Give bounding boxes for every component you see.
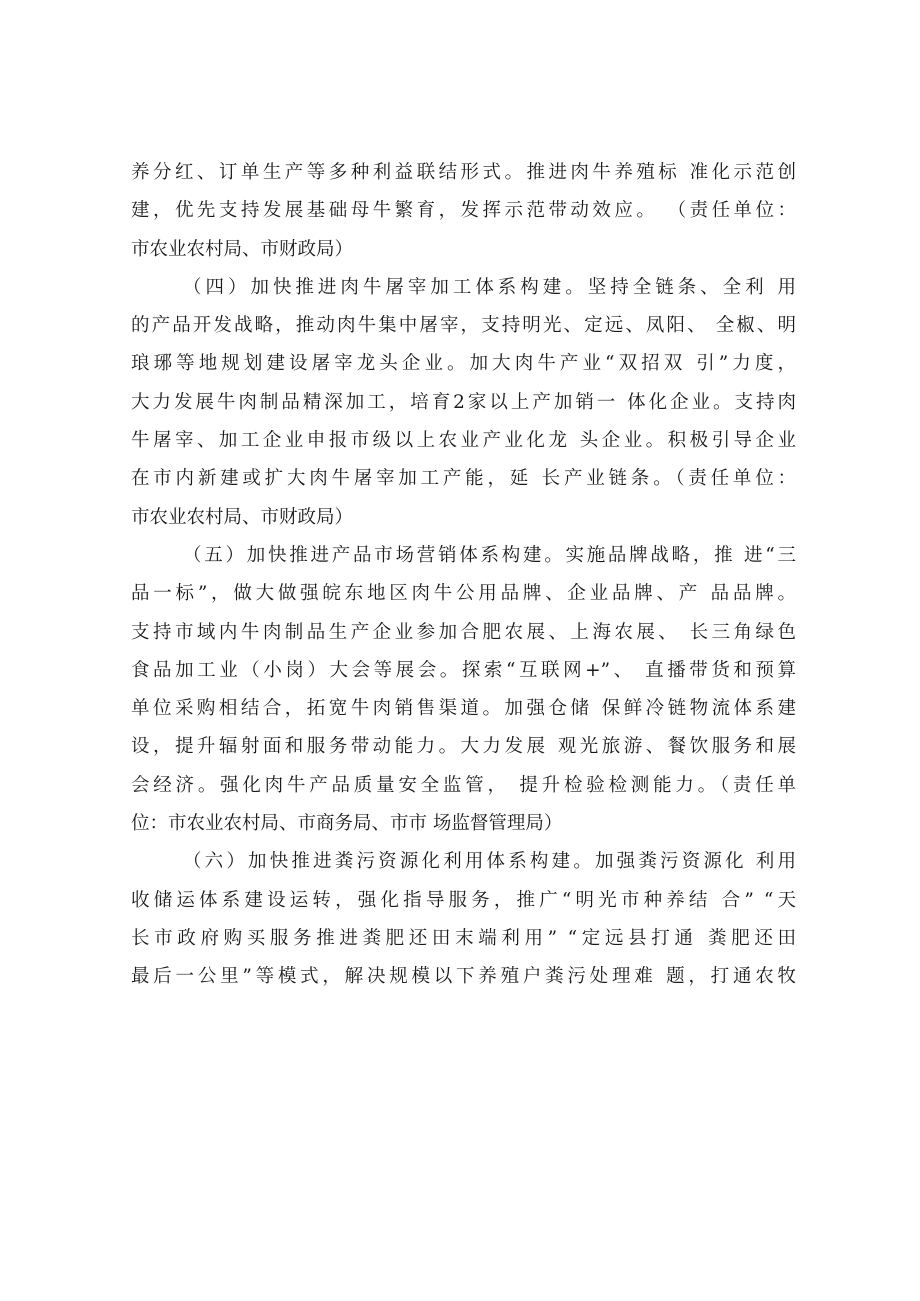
text-line: 市农业农村局、市财政局） [131, 238, 354, 260]
text-line: 会经济。强化肉牛产品质量安全监管， 提升检验检测能力。（责任单 [131, 774, 796, 796]
text-line: 设，提升辐射面和服务带动能力。大力发展 观光旅游、餐饮服务和展 [131, 736, 796, 758]
text-line: （六）加快推进粪污资源化利用体系构建。加强粪污资源化 利用 [183, 851, 796, 873]
text-line: 收储运体系建设运转，强化指导服务，推广“明光市种养结 合” “天 [131, 889, 796, 911]
text-line: 单位采购相结合，拓宽牛肉销售渠道。加强仓储 保鲜冷链物流体系建 [131, 698, 796, 720]
text-line: 支持市域内牛肉制品生产企业参加合肥农展、上海农展、 长三角绿色 [131, 621, 796, 643]
paragraph-market-sales [131, 537, 796, 843]
text-line: 建，优先支持发展基础母牛繁育，发挥示范带动效应。 （责任单位： [131, 200, 796, 222]
text-line: （四）加快推进肉牛屠宰加工体系构建。坚持全链条、全利 用 [183, 276, 796, 298]
paragraph-manure-utilization [131, 843, 796, 996]
text-line: 长市政府购买服务推进粪肥还田末端利用” “定远县打通 粪肥还田 [131, 927, 796, 949]
text-line: 食品加工业（小岗）大会等展会。探索“互联网+”、 直播带货和预算 [131, 659, 796, 681]
text-line: 大力发展牛肉制品精深加工，培育2家以上产加销一 体化企业。支持肉 [131, 391, 796, 413]
text-line: 的产品开发战略，推动肉牛集中屠宰，支持明光、定远、凤阳、 全椒、明 [131, 315, 796, 337]
text-line: 牛屠宰、加工企业申报市级以上农业产业化龙 头企业。积极引导企业 [131, 430, 796, 452]
paragraph-slaughter-processing [131, 269, 796, 537]
text-line: 品一标”，做大做强皖东地区肉牛公用品牌、企业品牌、产 品品牌。 [131, 583, 796, 605]
text-line: 最后一公里”等模式，解决规模以下养殖户粪污处理难 题，打通农牧 [131, 966, 796, 988]
text-line: 养分红、订单生产等多种利益联结形式。推进肉牛养殖标 准化示范创 [131, 162, 796, 183]
text-line: 市农业农村局、市财政局） [131, 506, 354, 528]
text-line: （五）加快推进产品市场营销体系构建。实施品牌战略，推 进“三 [183, 544, 796, 566]
text-line: 位：市农业农村局、市商务局、市市 场监督管理局） [131, 813, 563, 835]
document-body [131, 154, 796, 997]
paragraph-continuation [131, 154, 796, 269]
text-line: 琅琊等地规划建设屠宰龙头企业。加大肉牛产业“双招双 引”力度， [131, 353, 796, 375]
text-line: 在市内新建或扩大肉牛屠宰加工产能，延 长产业链条。（责任单位： [131, 468, 796, 490]
